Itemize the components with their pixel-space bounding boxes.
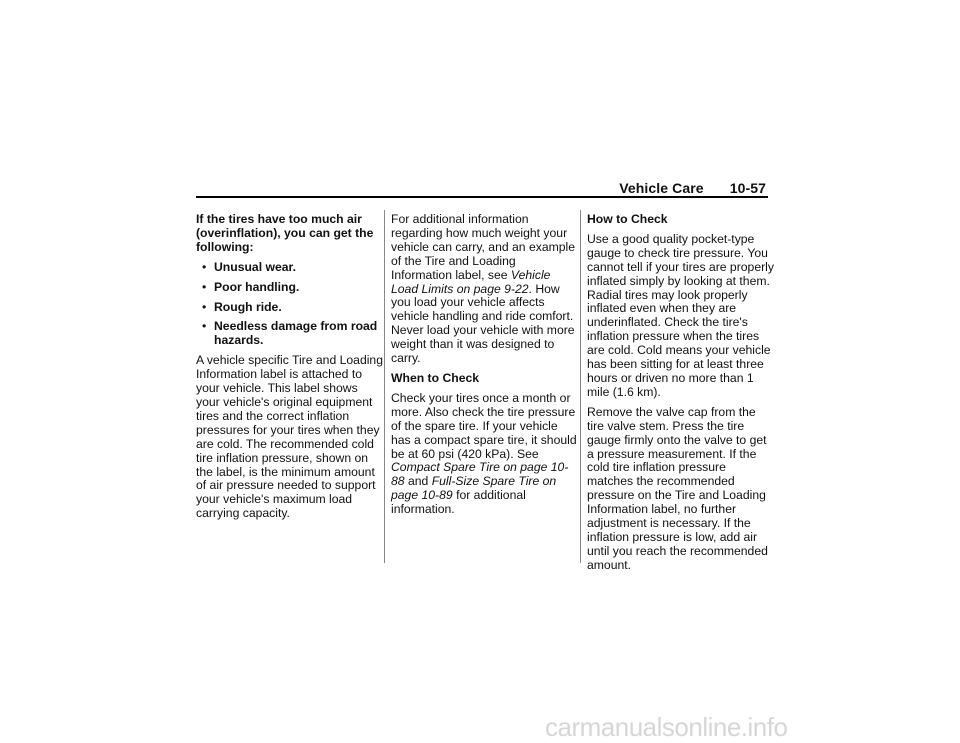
section-title: Vehicle Care [619,180,704,196]
valve-paragraph: Remove the valve cap from the tire valve stem. Press the tire gauge firmly onto the valve to get a pressure measurement. If the cold tire inflation pressure matches the recommended pressure on the Tire and Loading Information label, no further adjustment is necessary. If the inflation pressure is low, add air until you reach the recommended amount. [587,404,768,572]
list-item: • Poor handling. [202,279,300,294]
list-item: • Needless damage from road hazards. [202,319,378,348]
list-item: • Unusual wear. [202,259,296,274]
column-1 [196,213,384,527]
watermark-logo: carmanualsonline.info [545,712,788,742]
overinflation-list [196,261,384,349]
page-number: 10-57 [729,180,766,196]
column-2 [391,213,579,523]
load-info-paragraph: For additional information regarding how much weight your vehicle can carry, and an example of the Tire and Loading Information label, see Vehicle Load Limits on page 9-22. How you load your vehicle affects vehicle handling and ride comfort. Never load your vehicle with more weight than it was designed to carry. [391,212,576,366]
when-to-check-paragraph: Check your tires once a month or more. Also check the tire pressure of the spare tire. If your vehicle has a compact spare tire, it should be at 60 psi (420 kPa). See Compact Spare Tire on page 10-88 and Full-Size Spare Tire on page 10-89 for additional information. [391,390,577,517]
list-item: • Rough ride. [202,299,282,314]
page-header [196,180,768,196]
column-divider [384,210,385,563]
column-3 [587,213,775,579]
compact-spare-link[interactable]: Compact Spare Tire on page 10-88 [391,460,569,489]
full-size-spare-link[interactable]: Full-Size Spare Tire on page 10-89 [391,474,557,503]
overinflation-intro: If the tires have too much air (overinflation), you can get the following: [196,212,374,254]
when-to-check-heading: When to Check [391,370,480,385]
how-to-check-heading: How to Check [587,212,668,226]
how-to-check-paragraph: Use a good quality pocket-type gauge to check tire pressure. You cannot tell if your tires are properly inflated simply by looking at them. Radial tires may look properly inflated even when they are underinflated. Check the tire's inflation pressure when the tires are cold. Cold means your vehicle has been sitting for at least three hours or driven no more than 1 mile (1.6 km). [587,231,774,399]
label-paragraph: A vehicle specific Tire and Loading Information label is attached to your vehicle. This label shows your vehicle's original equipment tires and the correct inflation pressures for your tires when they are cold. The recommended cold tire inflation pressure, shown on the label, is the minimum amount of air pressure needed to support your vehicle's maximum load carrying capacity. [196,353,383,521]
column-divider [580,210,581,563]
header-rule [196,196,768,198]
header-text [619,180,766,196]
vehicle-load-limits-link[interactable]: Vehicle Load Limits on page 9-22 [391,267,551,296]
